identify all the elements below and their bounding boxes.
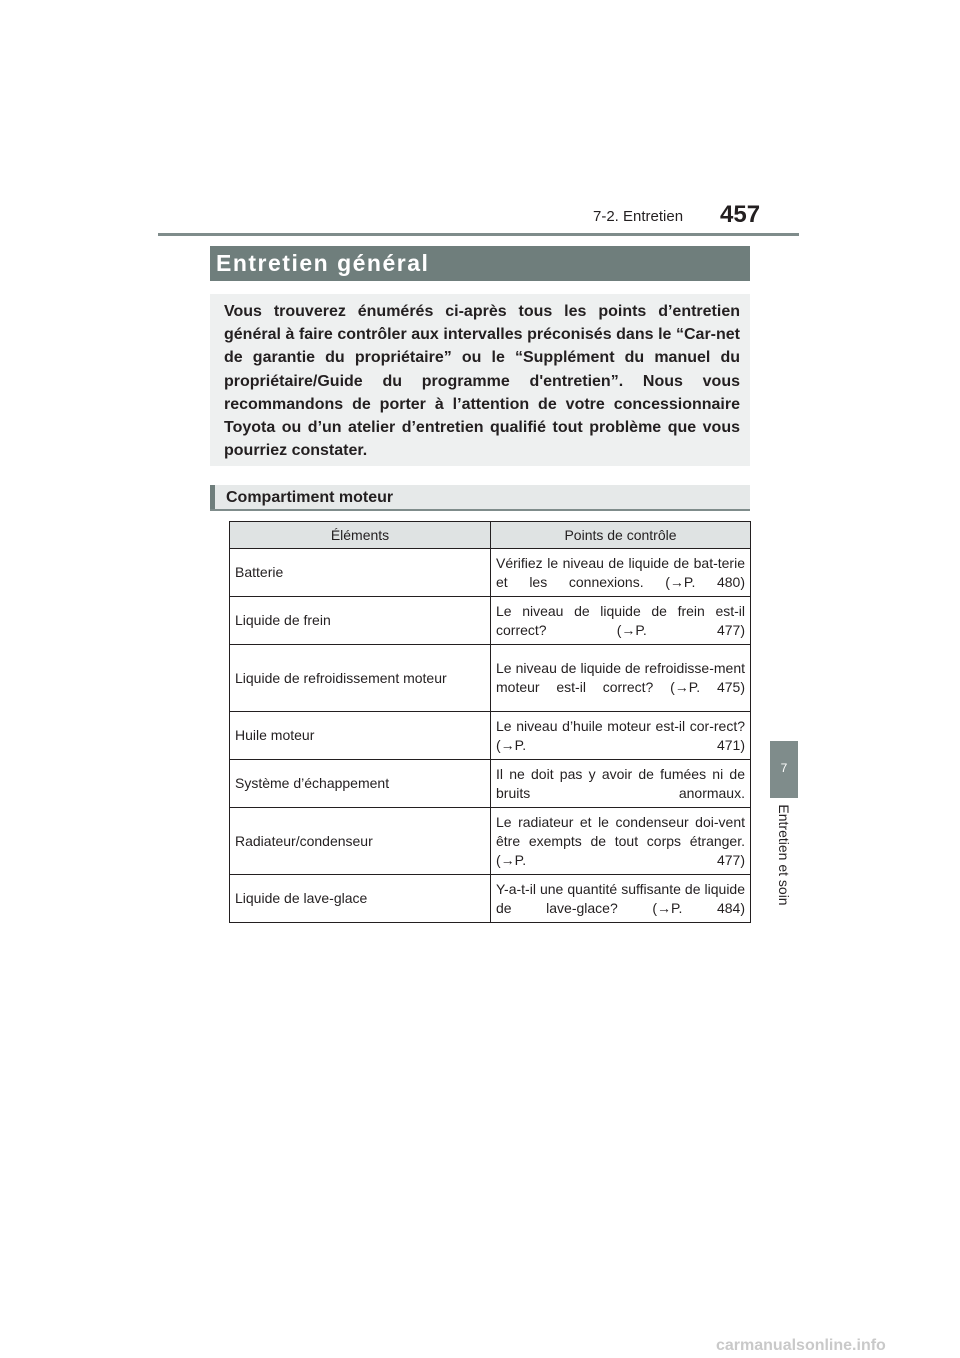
table-row: [230, 760, 751, 808]
table-header-checkpoints: Points de contrôle: [491, 522, 751, 549]
chapter-label: Entretien et soin: [776, 804, 792, 906]
intro-text: Vous trouverez énumérés ci-après tous les points d’entretien général à faire contrôler aux intervalles préconisés dans le “Car-net de garantie du propriétaire” ou le “Supplément du manuel du propriétaire/Guide du programme d'entretien”. Nous vous recommandons de porter à l’attention de votre concessionnaire Toyota ou d’un atelier d’entretien qualifié tout problème que vous pourriez constater.: [224, 303, 740, 460]
table-header-items: Éléments: [230, 522, 491, 549]
table-row: [230, 808, 751, 875]
subsection-title: Compartiment moteur: [226, 489, 394, 506]
table-row: [230, 597, 751, 645]
table-row: [230, 549, 751, 597]
row-check-text: Le niveau de liquide de refroidisse-ment moteur est-il correct?: [496, 660, 745, 695]
row-check-text: Le radiateur et le condenseur doi-vent être exempts de tout corps étranger.: [496, 813, 745, 849]
chapter-number: 7: [780, 761, 788, 775]
row-item: Liquide de frein: [230, 597, 491, 645]
row-item: Liquide de refroidissement moteur: [230, 645, 491, 712]
row-item: Radiateur/condenseur: [230, 808, 491, 875]
header-rule: [158, 233, 799, 236]
row-check-text: Le niveau de liquide de frein est-il correct?: [496, 602, 745, 638]
chapter-tab: [770, 741, 798, 798]
page-reference: (→P. 477): [496, 851, 745, 868]
page-reference: (→P. 471): [496, 736, 745, 753]
watermark: carmanualsonline.info: [716, 1337, 886, 1354]
page-reference: (→P. 475): [670, 679, 745, 695]
row-item: Batterie: [230, 549, 491, 597]
row-check: [491, 597, 751, 645]
running-header-section: 7-2. Entretien: [593, 208, 684, 225]
page-reference: (→P. 477): [616, 621, 745, 638]
row-check: [491, 875, 751, 923]
row-check-text: Il ne doit pas y avoir de fumées ni de bruits anormaux.: [496, 765, 745, 801]
subsection-heading: [210, 485, 750, 511]
intro-box: [210, 294, 750, 466]
section-title: Entretien général: [216, 250, 430, 276]
row-check: [491, 549, 751, 597]
table-row: [230, 875, 751, 923]
table-header-row: [230, 522, 751, 549]
page-reference: (→P. 484): [652, 899, 746, 916]
section-title-banner: [210, 246, 750, 281]
row-item: Huile moteur: [230, 712, 491, 760]
row-check-text: Le niveau d’huile moteur est-il cor-rect?: [496, 717, 745, 734]
subsection-heading-bar: [210, 485, 215, 509]
page-reference: (→P. 480): [665, 573, 746, 590]
row-check-text: Vérifiez le niveau de liquide de bat-terie et les connexions.: [496, 554, 745, 590]
table-row: [230, 645, 751, 712]
maintenance-table: [229, 521, 751, 923]
row-check: [491, 808, 751, 875]
page-number: 457: [720, 201, 761, 228]
row-check: [491, 712, 751, 760]
row-item: Liquide de lave-glace: [230, 875, 491, 923]
row-check: [491, 645, 751, 712]
table-row: [230, 712, 751, 760]
row-check-text: Y-a-t-il une quantité suffisante de liquide de lave-glace?: [496, 880, 745, 916]
row-item: Système d’échappement: [230, 760, 491, 808]
row-check: [491, 760, 751, 808]
